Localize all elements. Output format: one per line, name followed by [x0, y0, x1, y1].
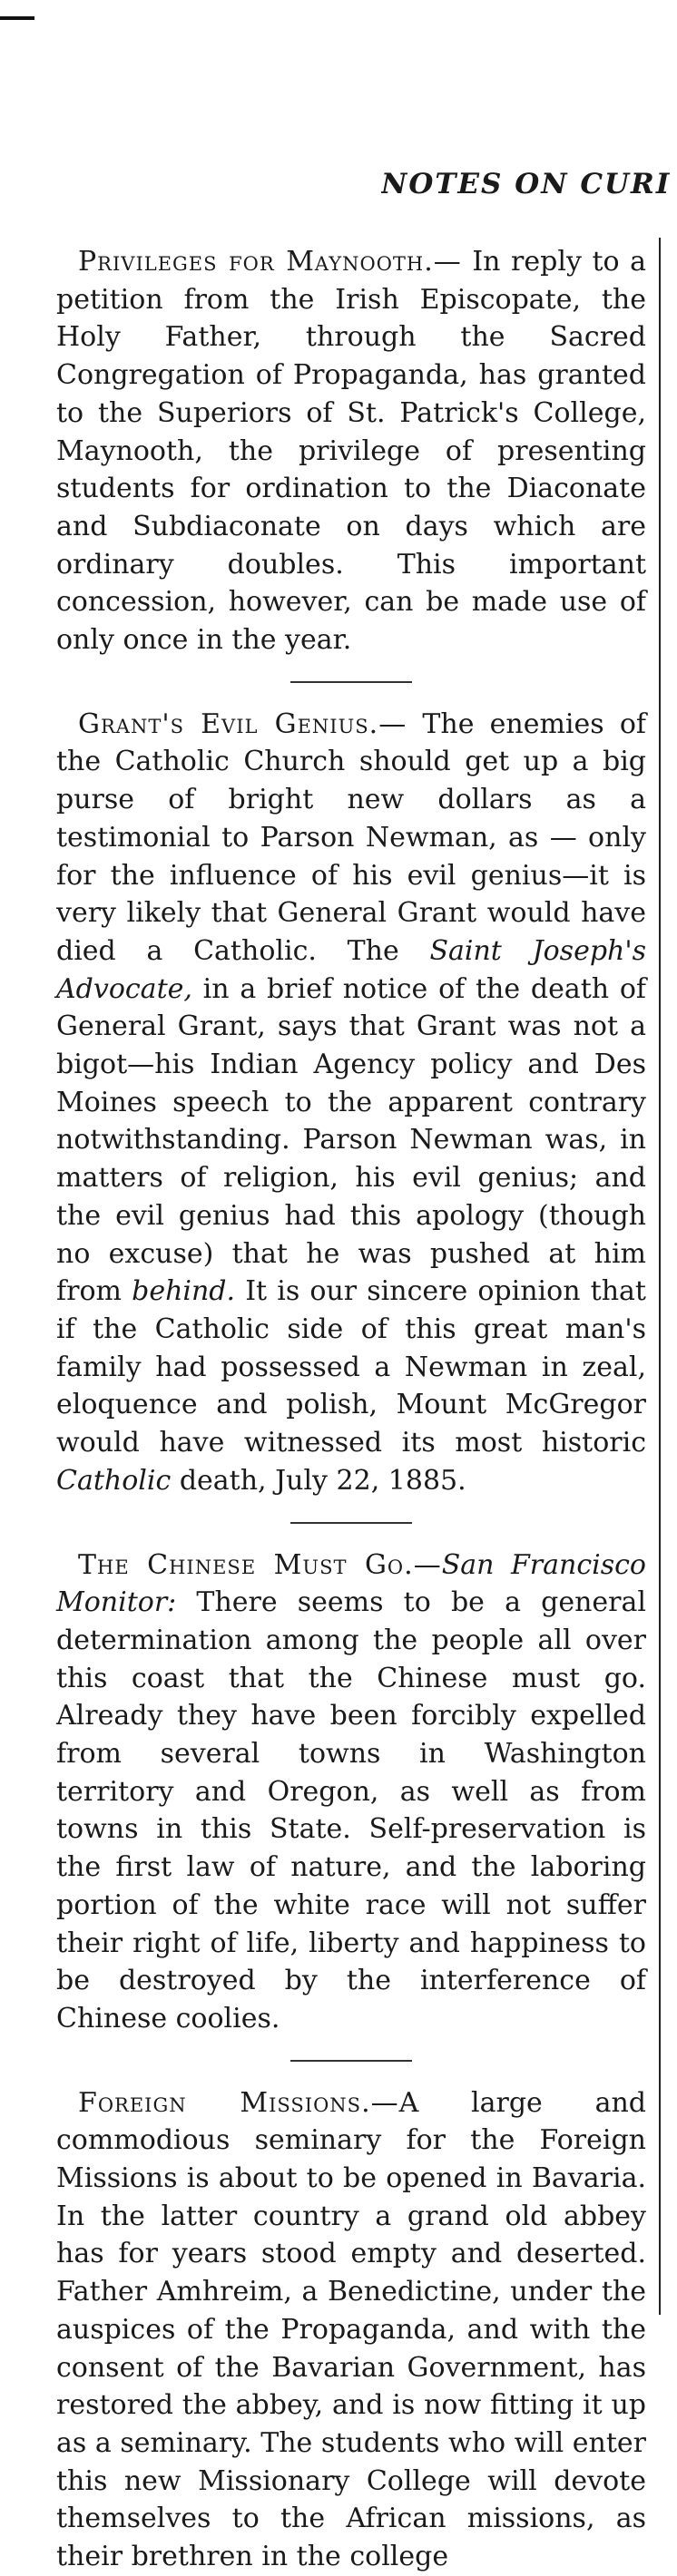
article-separator	[290, 2060, 412, 2062]
article-body: A large and commodious seminary for the Foreign Missions is about to be opened in Bavaria. In the latter country a grand old abbey has for years stood empty and deserted. Father Amhreim, a Benedictine, under the auspices of the Propaganda, and with the consent of the Bavarian Government, has restored the abbey, and is now fitting it up as a seminary. The students who will enter this new Missionary College will devote themselves to the African missions, as their brethren in the college	[56, 2086, 646, 2573]
article-body: death, July 22, 1885.	[171, 1464, 466, 1497]
column-rule	[659, 238, 661, 2315]
article-privileges-maynooth	[56, 243, 646, 659]
running-head: NOTES ON CURI	[381, 168, 672, 200]
emphasis-word: behind.	[132, 1275, 236, 1308]
article-body: In reply to a petition from the Irish Episcopate, the Holy Father, through the Sacred Congregation of Propaganda, has granted to the Superiors of St. Patrick's College, Maynooth, the privilege of presenting students for ordination to the Diaconate and Subdiaconate on days which are ordinary doubles. This important concession, however, can be made use of only once in the year.	[56, 246, 646, 657]
article-heading: The Chinese Must Go.—	[78, 1548, 442, 1581]
article-body: There seems to be a general determination among the people all over this coast that the Chinese must go. Already they have been forcibly expelled from several towns in Washington territory and Oregon, as well as from towns in this State. Self-preservation is the first law of nature, and the laboring portion of the white race will not suffer their right of life, liberty and happiness to be destroyed by the interference of Chinese coolies.	[56, 1586, 646, 2034]
article-separator	[290, 1522, 412, 1524]
article-heading: Foreign Missions.—	[78, 2086, 399, 2119]
article-chinese-must-go	[56, 1547, 646, 2038]
scan-mark	[0, 16, 34, 20]
source-title: Saint Joseph's Advocate,	[56, 934, 646, 1005]
article-heading: Privileges for Maynooth.—	[78, 246, 462, 278]
article-separator	[290, 681, 412, 683]
source-title: San Francisco Monitor:	[56, 1548, 646, 1619]
article-grants-evil-genius	[56, 706, 646, 1500]
emphasis-word: Catholic	[56, 1464, 172, 1497]
article-body: in a brief notice of the death of General Grant, says that Grant was not a bigot—his Indian Agency policy and Des Moines speech to the apparent contrary notwithstanding. Parson Newman was, in matters of religion, his evil genius; and the evil genius had this apology (though no excuse) that he was pushed at him from	[56, 972, 646, 1308]
article-body: It is our sincere opinion that if the Catholic side of this great man's family had possessed a Newman in zeal, eloquence and polish, Mount McGregor would have witnessed its most historic	[56, 1275, 646, 1459]
article-foreign-missions	[56, 2084, 646, 2576]
article-body: The enemies of the Catholic Church should get up a big purse of bright new dollars as a testimonial to Parson Newman, as — only for the influence of his evil genius—it is very likely that General Grant would have died a Catholic. The	[56, 707, 646, 967]
article-heading: Grant's Evil Genius.—	[78, 707, 407, 740]
text-column	[56, 243, 646, 2576]
